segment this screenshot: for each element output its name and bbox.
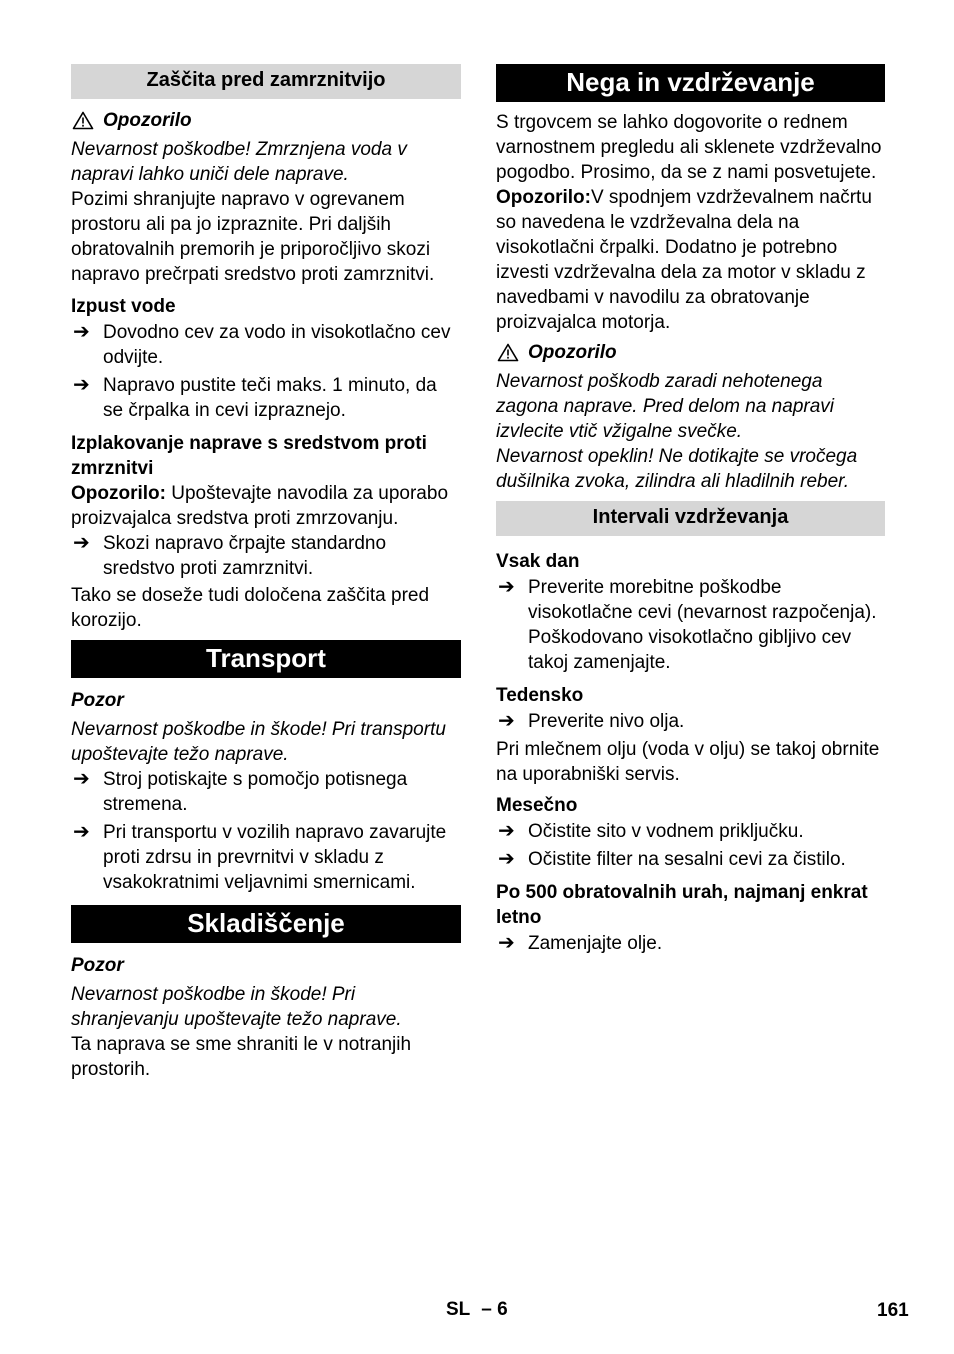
caution-label: Pozor [71, 690, 124, 711]
right-column [496, 64, 885, 956]
warning-triangle-icon [497, 343, 519, 362]
warning-label: Opozorilo [528, 342, 617, 363]
subheading-monthly: Mesečno [496, 795, 578, 816]
warning-heading [71, 108, 461, 133]
page-number: 161 [877, 1300, 909, 1321]
subheading-weekly: Tedensko [496, 685, 584, 706]
arrow-icon: ➔ [498, 576, 515, 598]
list-item: ➔ Očistite filter na sesalni cevi za čistilo. [498, 848, 846, 870]
subheading-rinse: Izplakovanje naprave s sredstvom proti zmrznitvi [71, 433, 427, 479]
list-item: ➔ Zamenjajte olje. [498, 932, 663, 954]
arrow-icon: ➔ [73, 821, 90, 843]
arrow-icon: ➔ [498, 710, 515, 732]
caution-label: Pozor [71, 955, 124, 976]
arrow-icon: ➔ [73, 321, 90, 343]
arrow-icon: ➔ [73, 768, 90, 790]
section-title-storage: Skladiščenje [71, 905, 461, 943]
frost-text: Pozimi shranjujte napravo v ogrevanem prostoru ali pa jo izpraznite. Pri daljših obratovalnih premorih je priporočljivo skozi napravo prečrpati sredstvo proti zamrznitvi. [71, 189, 435, 285]
left-column [71, 64, 461, 1082]
weekly-text: Pri mlečnem olju (voda v olju) se takoj obrnite na uporabniški servis. [496, 739, 880, 785]
footer-lang: SL [446, 1299, 470, 1320]
caution-text: Nevarnost poškodbe in škode! Pri transportu upoštevajte težo naprave. [71, 719, 446, 765]
subheading-500h: Po 500 obratovalnih urah, najmanj enkrat letno [496, 882, 868, 928]
care-note: Opozorilo:V spodnjem vzdrževalnem načrtu so navedena le vzdrževalna dela na visokotlačni črpalki. Dodatno je potrebno izvesti vzdrževalna dela za motor v skladu z navedbami v navodilu za obratovanje proizvajalca motorja. [496, 187, 872, 333]
warning-text: Nevarnost opeklin! Ne dotikajte se vročega dušilnika zvoka, zilindra ali hladilnih reber. [496, 446, 858, 492]
warning-text: Nevarnost poškodb zaradi nehotenega zagona naprave. Pred delom na napravi izvlecite vtič vžigalne svečke. [496, 371, 835, 442]
footer-section-number: – 6 [481, 1299, 508, 1320]
section-title-frost: Zaščita pred zamrznitvijo [71, 64, 461, 99]
subheading-daily: Vsak dan [496, 551, 580, 572]
list-item: ➔ Očistite sito v vodnem priključku. [498, 820, 804, 842]
warning-heading [496, 340, 885, 365]
list-item: ➔ Preverite morebitne poškodbe visokotlačne cevi (nevarnost razpočenja). Poškodovano visokotlačno gibljivo cev takoj zamenjajte. [498, 576, 877, 673]
section-title-transport: Transport [71, 640, 461, 678]
list-item: ➔ Dovodno cev za vodo in visokotlačno cev odvijte. [73, 321, 451, 368]
arrow-icon: ➔ [73, 374, 90, 396]
list-item: ➔ Preverite nivo olja. [498, 710, 685, 732]
section-title-care: Nega in vzdrževanje [496, 64, 885, 102]
footer-section [446, 1297, 508, 1322]
section-title-intervals: Intervali vzdrževanja [496, 501, 885, 536]
storage-text: Ta naprava se sme shraniti le v notranjih prostorih. [71, 1034, 412, 1080]
arrow-icon: ➔ [498, 848, 515, 870]
list-item: ➔ Skozi napravo črpajte standardno sredstvo proti zamrznitvi. [73, 532, 387, 579]
rinse-text: Tako se doseže tudi določena zaščita pred korozijo. [71, 585, 430, 631]
arrow-icon: ➔ [498, 820, 515, 842]
caution-text: Nevarnost poškodbe in škode! Pri shranjevanju upoštevajte težo naprave. [71, 984, 402, 1030]
care-text: S trgovcem se lahko dogovorite o rednem varnostnem pregledu ali sklenete vzdrževalno pogodbo. Prosimo, da se z nami posvetujete. [496, 112, 882, 183]
list-item: ➔ Napravo pustite teči maks. 1 minuto, da se črpalka in cevi izpraznejo. [73, 374, 437, 421]
warning-triangle-icon [72, 111, 94, 130]
arrow-icon: ➔ [73, 532, 90, 554]
rinse-note: Opozorilo: Upoštevajte navodila za uporabo proizvajalca sredstva proti zmrzovanju. [71, 483, 449, 529]
warning-text: Nevarnost poškodbe! Zmrznjena voda v napravi lahko uniči dele naprave. [71, 139, 407, 185]
list-item: ➔ Pri transportu v vozilih napravo zavarujte proti zdrsu in prevrnitvi v skladu z vsakokratnimi veljavnimi smernicami. [73, 821, 447, 893]
arrow-icon: ➔ [498, 932, 515, 954]
subheading-drain: Izpust vode [71, 296, 176, 317]
list-item: ➔ Stroj potiskajte s pomočjo potisnega stremena. [73, 768, 408, 815]
warning-label: Opozorilo [103, 110, 192, 131]
